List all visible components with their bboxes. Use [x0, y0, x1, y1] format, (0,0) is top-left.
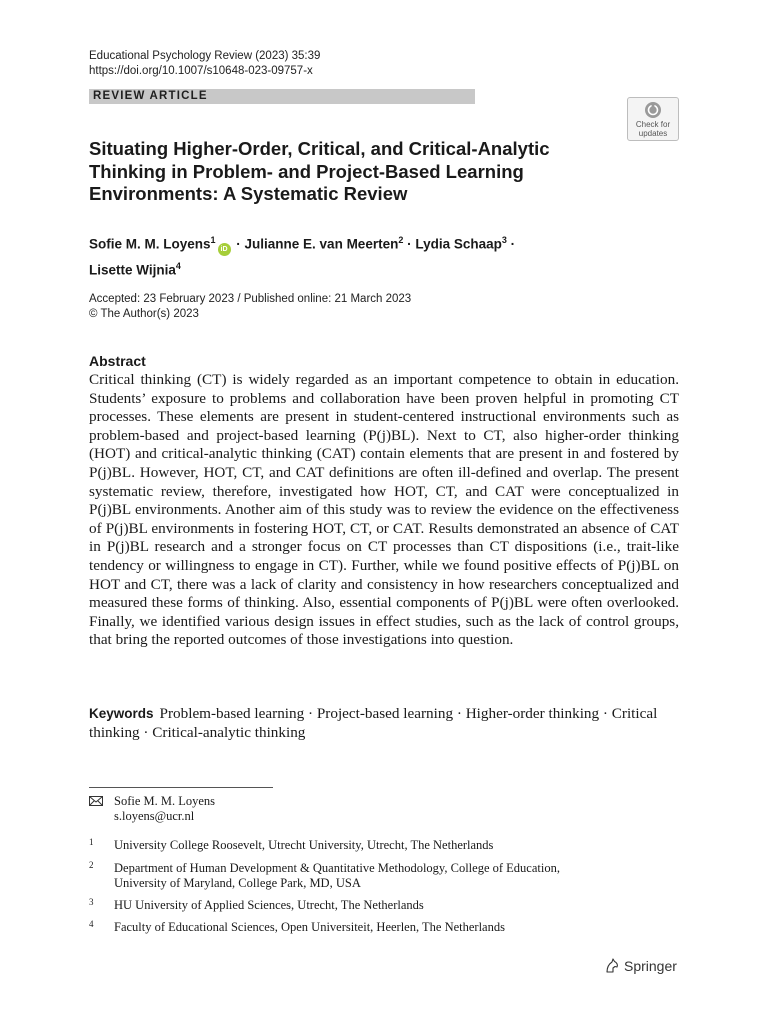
badge-label-line1: Check for	[635, 120, 671, 129]
author-name[interactable]: Sofie M. M. Loyens	[89, 236, 211, 252]
author-affil-ref: 2	[398, 235, 404, 245]
abstract-heading: Abstract	[89, 353, 146, 369]
publication-dates	[89, 292, 411, 322]
affiliation-text: University College Roosevelt, Utrecht University, Utrecht, The Netherlands	[114, 838, 494, 852]
journal-line: Educational Psychology Review (2023) 35:39	[89, 50, 321, 62]
publisher-logo	[604, 958, 677, 974]
orcid-icon[interactable]: iD	[218, 243, 231, 256]
affiliation-number: 4	[89, 919, 94, 929]
publisher-name: Springer	[624, 958, 677, 974]
doi-link[interactable]: https://doi.org/10.1007/s10648-023-09757-x	[89, 65, 313, 77]
author-separator: ·	[403, 236, 416, 252]
author-list	[89, 230, 649, 280]
copyright-line: © The Author(s) 2023	[89, 308, 199, 320]
author-separator: ·	[506, 236, 516, 252]
keywords-label: Keywords	[89, 706, 154, 721]
check-for-updates-badge[interactable]	[627, 97, 679, 141]
author-affil-ref: 4	[175, 260, 181, 271]
title-line: Thinking in Problem- and Project-Based Learning	[89, 160, 524, 182]
affiliation-text: University of Maryland, College Park, MD, USA	[114, 876, 361, 890]
author-separator: ·	[232, 236, 245, 252]
corresponding-author-name: Sofie M. M. Loyens	[114, 794, 216, 808]
title-line: Environments: A Systematic Review	[89, 183, 408, 204]
affiliation-number: 1	[89, 837, 94, 847]
springer-horse-icon	[604, 958, 620, 974]
affiliation-text: HU University of Applied Sciences, Utrecht, The Netherlands	[114, 898, 424, 912]
journal-citation	[89, 49, 320, 79]
paper-title	[89, 138, 609, 206]
badge-label-line2: updates	[638, 129, 668, 138]
author-name[interactable]: Lisette Wijnia	[89, 262, 176, 277]
affiliation-number: 2	[89, 860, 94, 870]
article-type-banner: REVIEW ARTICLE	[89, 89, 475, 104]
corresponding-author-email[interactable]: s.loyens@ucr.nl	[114, 809, 195, 823]
author-affil-ref: 1	[210, 235, 216, 245]
dates-line: Accepted: 23 February 2023 / Published online: 21 March 2023	[89, 293, 412, 305]
author-name[interactable]: Lydia Schaap	[415, 236, 502, 252]
affiliation-text: Faculty of Educational Sciences, Open Universiteit, Heerlen, The Netherlands	[114, 920, 505, 934]
abstract-text: Critical thinking (CT) is widely regarded as an important competence to obtain in education. Students’ exposure to problems and collaboration have been proven helpful in promoting CT processes. These elements are present in student-centered instructional environments such as problem-based and project-based learning (P(j)BL). Next to CT, also higher-order thinking (HOT) and critical-analytic thinking (CAT) contain elements that are present in and fostered by P(j)BL. However, HOT, CT, and CAT definitions are often ill-defined and overlap. The present systematic review, therefore, investigated how HOT, CT, and CAT were conceptualized in P(j)BL environments. Another aim of this study was to review the evidence on the effectiveness of P(j)BL environments in fostering HOT, CT, or CAT. Results demonstrated an absence of CAT in P(j)BL research and a stronger focus on CT processes than CT dispositions (i.e., trait-like tendency or willingness to engage in CT). Further, while we found positive effects of P(j)BL on HOT and CT, there was a lack of clarity and consistency in how researchers conceptualized and measured these forms of thinking. Also, essential components of P(j)BL were often overlooked. Finally, we identified various design issues in effect studies, such as the lack of control groups, that bring the reported outcomes of those investigations into question.	[89, 371, 679, 649]
affiliation-text: Department of Human Development & Quantitative Methodology, College of Education,	[114, 861, 560, 875]
footnote-divider	[89, 787, 273, 788]
affiliation-number: 3	[89, 897, 94, 907]
refresh-icon	[644, 101, 662, 119]
keywords-text: Problem-based learning · Project-based learning · Higher-order thinking · Critical thinking · Critical-analytic thinking	[89, 705, 658, 741]
keywords-section	[89, 705, 689, 742]
author-affil-ref: 3	[501, 235, 507, 245]
envelope-icon	[89, 796, 103, 806]
title-line: Situating Higher-Order, Critical, and Critical-Analytic	[89, 138, 550, 159]
author-name[interactable]: Julianne E. van Meerten	[244, 236, 399, 252]
